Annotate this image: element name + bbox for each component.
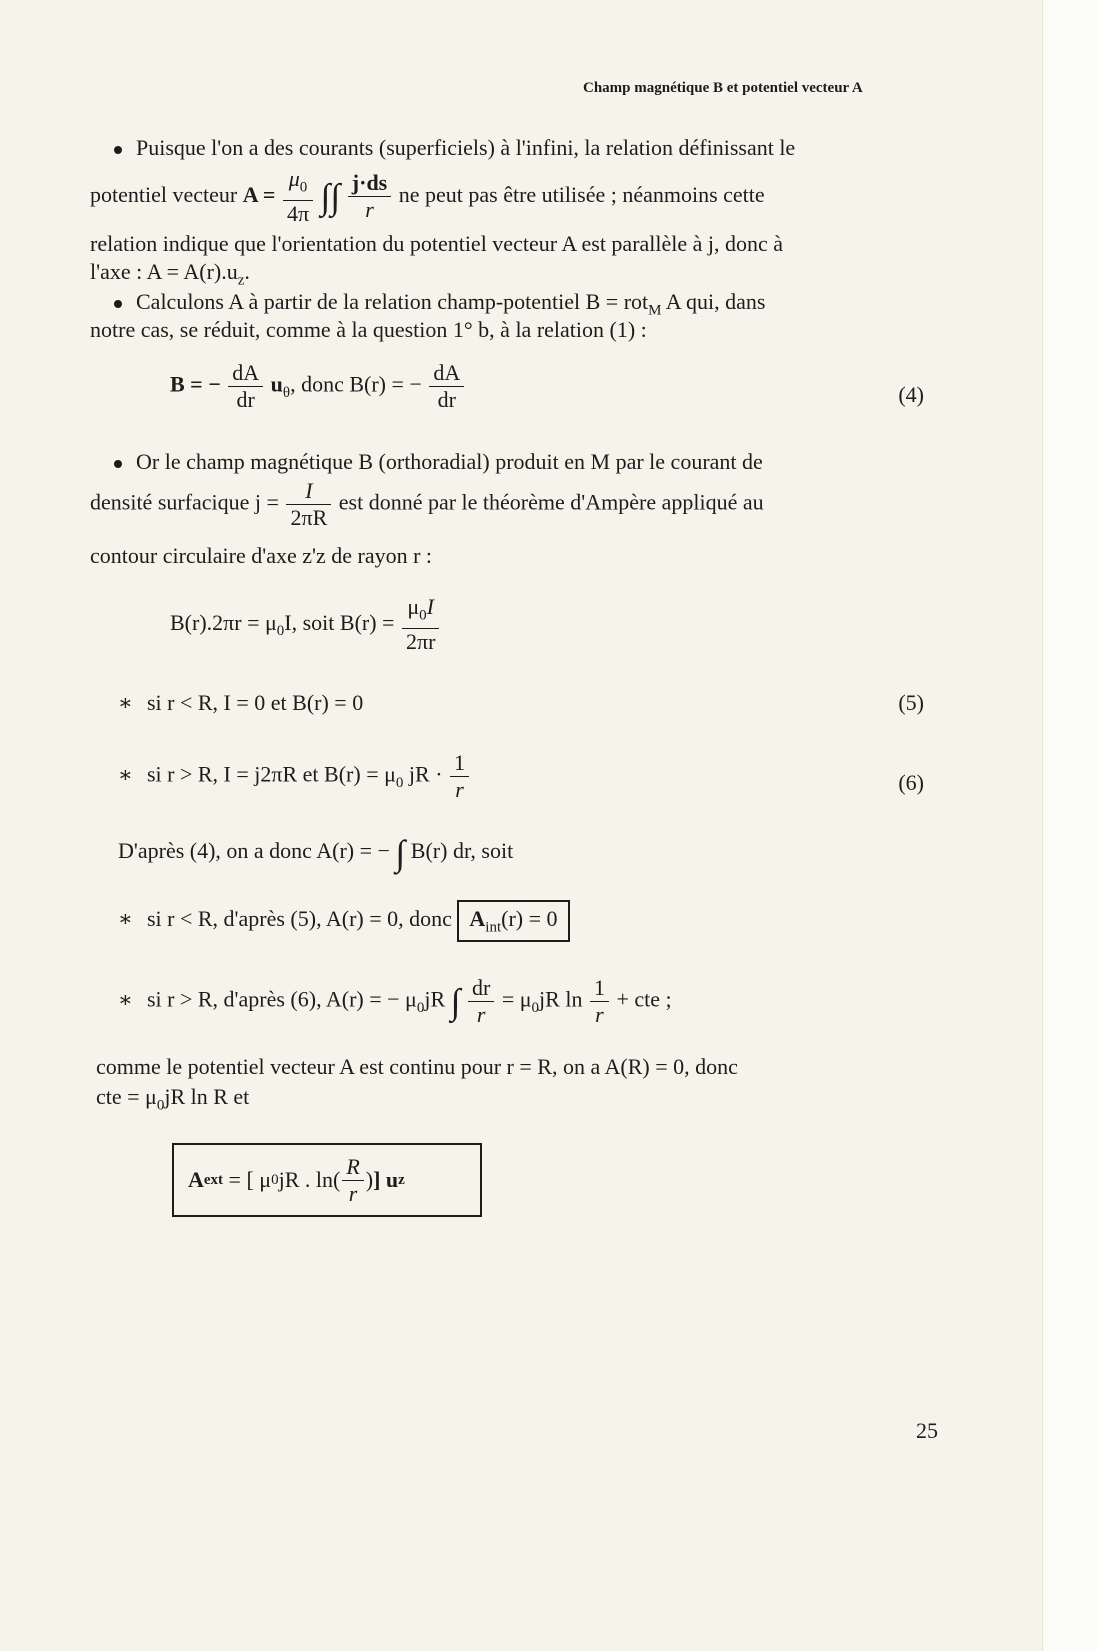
para3-line2: densité surfacique j = $\frac{I}{2\pi R}$ est donné par le théorème d'Ampère appliqué au	[90, 478, 764, 530]
case-5: ∗ si r < R, I = 0 et B(r) = 0	[118, 690, 364, 715]
bullet-icon	[114, 300, 122, 308]
case-ext: ∗ si r > R, d'après (6), A(r) = − $\mu_0jR$ ∫ $\frac{dr}{r}$ = $\mu_0jR$ ln $\frac{1}{r}$ + cte ;	[118, 975, 672, 1027]
para4-line2: cte = $\mu_0jR$ ln R et	[96, 1084, 250, 1114]
running-header: Champ magnétique B et potentiel vecteur A	[583, 80, 863, 96]
para1-line1: Puisque l'on a des courants (superficiels) à l'infini, la relation définissant le	[90, 134, 924, 162]
asterisk-icon: ∗	[118, 906, 133, 931]
bullet-icon	[114, 146, 122, 154]
case-int: ∗ si r < R, d'après (5), A(r) = 0, donc $A_{int}(r) = 0$	[118, 900, 570, 942]
dapres-line: D'après (4), on a donc A(r) = − ∫ B(r) dr, soit	[118, 833, 514, 873]
equation-number-5: (5)	[898, 690, 924, 715]
page-edge	[1042, 0, 1097, 1651]
result-box-int: $A_{int}(r) = 0$	[457, 900, 569, 942]
para1-line3: relation indique que l'orientation du potentiel vecteur A est parallèle à j, donc à	[90, 231, 784, 256]
integral-icon: ∫	[450, 981, 461, 1022]
para1-line4: l'axe : $A = A(r).u_z$.	[90, 259, 250, 289]
bullet-icon	[114, 460, 122, 468]
page-number: 25	[916, 1418, 938, 1443]
para2-line1: Calculons A à partir de la relation champ-potentiel B = rot$_M$ A qui, dans	[90, 288, 924, 324]
asterisk-icon: ∗	[118, 986, 133, 1012]
para3-line3: contour circulaire d'axe z'z de rayon r :	[90, 543, 433, 568]
case-6: ∗ si r > R, I = j2πR et $B(r) = \mu_0$ jR · $\frac{1}{r}$	[118, 750, 471, 803]
jds-over-r: $\frac{j\cdot ds}{r}$	[348, 170, 391, 223]
equation-4: B = − $\frac{dA}{dr}$ $u_\theta$, donc B(r) = − $\frac{dA}{dr}$	[170, 360, 466, 413]
mu0-over-4pi: $\frac{\mu_0}{4\pi}$	[283, 166, 313, 227]
integral-icon: ∫	[395, 833, 406, 873]
para1-line2: potentiel vecteur A = $\frac{\mu_0}{4\pi}$ ∫∫ $\frac{j\cdot ds}{r}$ ne peut pas être utilisée ; néanmoins cette	[90, 166, 765, 227]
asterisk-icon: ∗	[118, 761, 133, 787]
para2-line2: notre cas, se réduit, comme à la question 1° b, à la relation (1) :	[90, 317, 647, 342]
ampere-equation: $B(r).2\pi r = \mu_0I$, soit B(r) = $\frac{\mu_0I}{2\pi r}$	[170, 594, 441, 655]
asterisk-icon: ∗	[118, 690, 133, 715]
para4-line1: comme le potentiel vecteur A est continu pour r = R, on a A(R) = 0, donc	[96, 1054, 738, 1079]
equation-number-6: (6)	[898, 770, 924, 795]
equation-number-4: (4)	[898, 382, 924, 407]
double-integral-icon: ∫∫	[320, 176, 341, 217]
final-result-box: A ext = [ μ 0 jR . ln ( $\frac{R}{r}$ ) ] u z	[172, 1143, 482, 1217]
para3-line1: Or le champ magnétique B (orthoradial) produit en M par le courant de	[90, 448, 924, 476]
